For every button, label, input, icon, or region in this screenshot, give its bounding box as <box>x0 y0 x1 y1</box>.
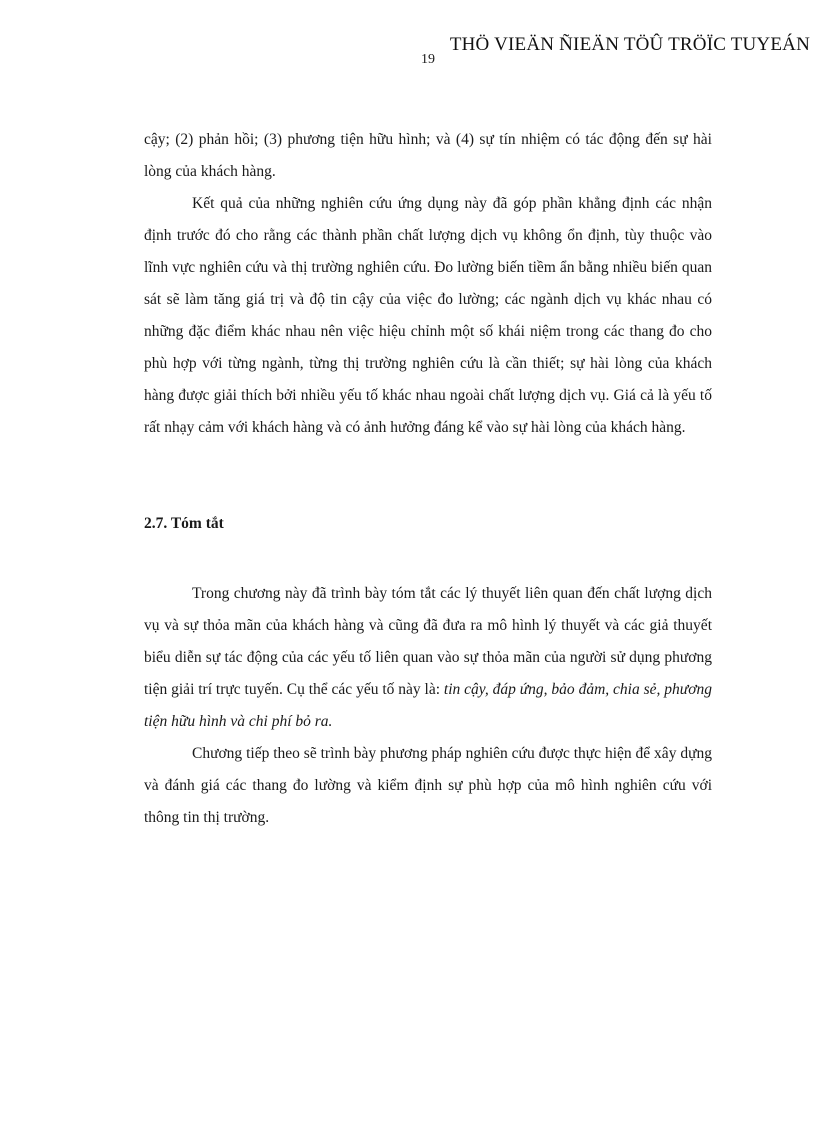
section-heading: 2.7. Tóm tắt <box>144 515 224 532</box>
summary-text: Trong chương này đã trình bày tóm tắt các lý thuyết liên quan đến chất lượng dịch vụ và sự thỏa mãn của khách hàng và cũng đã đưa ra mô hình lý thuyết và các giả thuyết biểu diễn sự tác động của các yếu tố liên quan vào sự thỏa mãn của người sử dụng phương tiện giải trí trực tuyến. Cụ thể các yếu tố này là: <box>144 585 712 698</box>
paragraph-next-chapter: Chương tiếp theo sẽ trình bày phương pháp nghiên cứu được thực hiện để xây dựng và đánh giá các thang đo lường và kiểm định sự phù hợp của mô hình nghiên cứu với thông tin thị trường. <box>144 745 712 826</box>
paragraph-summary <box>144 578 712 738</box>
section-spacer <box>144 540 712 578</box>
section-spacer <box>144 444 712 482</box>
paragraph-research-results: Kết quả của những nghiên cứu ứng dụng này đã góp phần khẳng định các nhận định trước đó cho rằng các thành phần chất lượng dịch vụ không ổn định, tùy thuộc vào lĩnh vực nghiên cứu và thị trường nghiên cứu. Đo lường biến tiềm ẩn bằng nhiều biến quan sát sẽ làm tăng giá trị và độ tin cậy của việc đo lường; các ngành dịch vụ khác nhau có những đặc điểm khác nhau nên việc hiệu chỉnh một số khái niệm trong các thang đo cho phù hợp với từng ngành, từng thị trường nghiên cứu là cần thiết; sự hài lòng của khách hàng được giải thích bởi nhiều yếu tố khác nhau ngoài chất lượng dịch vụ. Giá cả là yếu tố rất nhạy cảm với khách hàng và có ảnh hưởng đáng kể vào sự hài lòng của khách hàng. <box>144 195 712 436</box>
page-number: 19 <box>421 52 435 67</box>
document-body <box>144 124 712 834</box>
summary-factors-italic: tin cậy, đáp ứng, bảo đảm, chia sẻ, phương tiện hữu hình và chi phí bỏ ra. <box>144 681 712 730</box>
paragraph-continuation: cậy; (2) phản hồi; (3) phương tiện hữu hình; và (4) sự tín nhiệm có tác động đến sự hài lòng của khách hàng. <box>144 131 712 180</box>
library-watermark: THÖ VIEÄN ÑIEÄN TÖÛ TRÖÏC TUYEÁN <box>449 34 810 55</box>
